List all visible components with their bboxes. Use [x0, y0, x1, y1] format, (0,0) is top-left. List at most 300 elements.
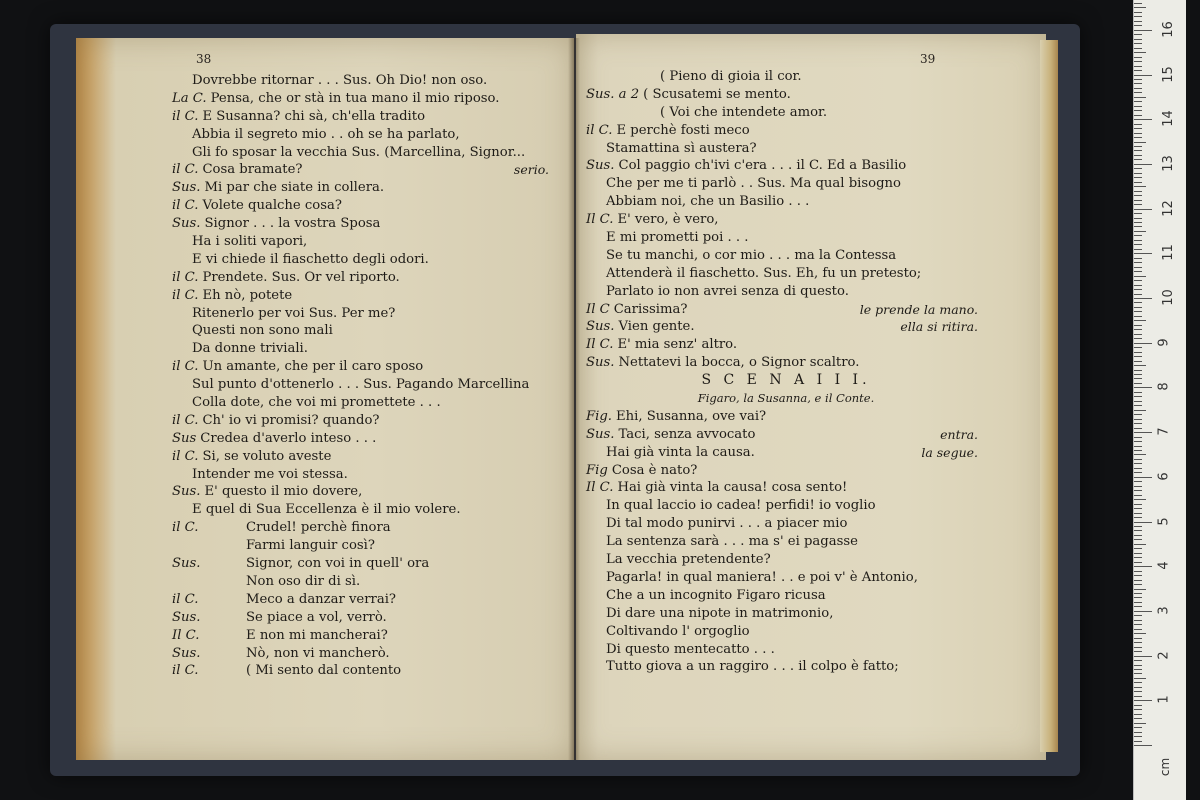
ruler-tick: [1134, 419, 1142, 420]
page-number-left: 38: [196, 52, 212, 66]
ruler-tick: [1134, 365, 1146, 366]
ruler-tick: [1134, 302, 1142, 303]
ruler-tick: [1134, 678, 1146, 679]
speaker-name: il C.: [172, 162, 199, 178]
text-line: [172, 233, 557, 251]
ruler-tick: [1134, 687, 1142, 688]
stage-direction: ella si ritira.: [900, 319, 978, 335]
ruler-tick: [1134, 92, 1142, 93]
ruler-tick: [1134, 137, 1142, 138]
text-line: [172, 555, 557, 573]
speaker-name: Sus.: [172, 609, 201, 625]
text-line: [586, 605, 986, 623]
line-text: Attenderà il fiaschetto. Sus. Eh, fu un pretesto;: [606, 265, 922, 281]
ruler-tick: [1134, 495, 1142, 496]
speaker-name: La C.: [172, 90, 207, 106]
ruler-tick: [1134, 75, 1152, 76]
speaker-name: il C.: [172, 520, 199, 536]
stage-direction: serio.: [513, 162, 549, 178]
ruler-tick: [1134, 741, 1142, 742]
ruler-tick: [1134, 231, 1146, 232]
ruler-tick: [1134, 584, 1142, 585]
ruler-tick: [1134, 146, 1142, 147]
ruler-tick: [1134, 517, 1142, 518]
ruler-tick: [1134, 142, 1146, 143]
ruler-tick: [1134, 615, 1142, 616]
ruler-tick: [1134, 638, 1142, 639]
ruler-tick: [1134, 629, 1142, 630]
line-text: Stamattina sì austera?: [606, 140, 757, 156]
text-line: [172, 126, 557, 144]
ruler-tick: [1134, 745, 1152, 746]
text-line: [172, 322, 557, 340]
text-line: [586, 658, 986, 676]
ruler-tick: [1134, 446, 1142, 447]
ruler-tick: [1134, 454, 1146, 455]
line-text: Hai già vinta la causa.: [606, 444, 755, 460]
line-text: ( Scusatemi se mento.: [643, 86, 791, 102]
line-text: Che a un incognito Figaro ricusa: [606, 587, 826, 603]
line-text: E vi chiede il fiaschetto degli odori.: [192, 251, 429, 267]
text-line: [586, 68, 986, 86]
line-text: Ritenerlo per voi Sus. Per me?: [192, 305, 396, 321]
line-text: Ehi, Susanna, ove vai?: [616, 408, 767, 424]
line-text: E' questo il mio dovere,: [204, 484, 363, 500]
line-text: Signor . . . la vostra Sposa: [204, 216, 381, 232]
text-line: [586, 175, 986, 193]
ruler-tick: [1134, 723, 1146, 724]
ruler-tick: [1134, 401, 1142, 402]
ruler-tick: [1134, 186, 1146, 187]
ruler-tick: [1134, 271, 1142, 272]
speaker-name: Sus: [172, 430, 197, 446]
speaker-name: Fig.: [586, 408, 613, 424]
ruler-tick: [1134, 12, 1142, 13]
text-line: [172, 108, 557, 126]
text-line: [172, 448, 557, 466]
speaker-name: il C.: [172, 591, 199, 607]
speaker-name: Sus.: [586, 319, 615, 335]
ruler-tick: [1134, 624, 1142, 625]
ruler-number: 10: [1160, 289, 1176, 306]
line-text: Questi non sono mali: [192, 323, 333, 339]
line-text: Pagarla! in qual maniera! . . e poi v' è Antonio,: [606, 569, 918, 585]
ruler-number: 6: [1156, 472, 1172, 481]
text-line: [586, 283, 986, 301]
ruler-tick: [1134, 338, 1142, 339]
text-line: [586, 426, 986, 444]
line-text: E mi prometti poi . . .: [606, 230, 749, 246]
ruler-tick: [1134, 557, 1142, 558]
ruler-tick: [1134, 276, 1146, 277]
text-line: [586, 229, 986, 247]
line-text: ( Voi che intendete amor.: [660, 104, 828, 120]
ruler-tick: [1134, 611, 1152, 612]
stage-direction: le prende la mano.: [859, 301, 978, 317]
text-line: [586, 408, 986, 426]
ruler-tick: [1134, 705, 1142, 706]
ruler-tick: [1134, 209, 1152, 210]
ruler-tick: [1134, 553, 1142, 554]
line-text: Parlato io non avrei senza di questo.: [606, 283, 849, 299]
ruler-tick: [1134, 182, 1142, 183]
text-line: [586, 336, 986, 354]
text-line: [586, 497, 986, 515]
line-text: Gli fo sposar la vecchia Sus. (Marcellina, Signor...: [192, 144, 526, 160]
speaker-name: Sus.: [586, 355, 615, 371]
ruler-tick: [1134, 204, 1142, 205]
ruler-tick: [1134, 602, 1142, 603]
line-text: Vien gente.: [618, 319, 695, 335]
ruler-tick: [1134, 329, 1142, 330]
line-text: Hai già vinta la causa! cosa sento!: [617, 480, 848, 496]
text-line: [172, 287, 557, 305]
line-text: Nò, non vi mancherò.: [246, 645, 390, 661]
text-line: [172, 412, 557, 430]
ruler-number: 3: [1156, 606, 1172, 615]
ruler-tick: [1134, 660, 1142, 661]
ruler-tick: [1134, 222, 1142, 223]
text-line: [172, 430, 557, 448]
text-line: [586, 318, 986, 336]
ruler-tick: [1134, 61, 1142, 62]
line-text: Pensa, che or stà in tua mano il mio riposo.: [210, 90, 500, 106]
ruler-tick: [1134, 544, 1146, 545]
ruler-tick: [1134, 101, 1142, 102]
ruler-tick: [1134, 696, 1142, 697]
ruler-tick: [1134, 450, 1142, 451]
ruler-number: 8: [1156, 382, 1172, 392]
ruler-tick: [1134, 356, 1142, 357]
text-line: [586, 211, 986, 229]
ruler-tick: [1134, 383, 1142, 384]
ruler-tick: [1134, 732, 1142, 733]
ruler-tick: [1134, 472, 1142, 473]
ruler-tick: [1134, 7, 1146, 8]
text-line: [586, 157, 986, 175]
ruler-tick: [1134, 352, 1142, 353]
right-page-text: [586, 68, 986, 676]
ruler-tick: [1134, 665, 1142, 666]
ruler-tick: [1134, 714, 1142, 715]
line-text: Eh nò, potete: [202, 287, 293, 303]
ruler-tick: [1134, 526, 1142, 527]
ruler-tick: [1134, 508, 1142, 509]
text-line: [172, 466, 557, 484]
line-text: S C E N A I I I.: [701, 372, 871, 389]
stage-direction: la segue.: [921, 444, 978, 460]
ruler-tick: [1134, 39, 1142, 40]
ruler-tick: [1134, 311, 1142, 312]
line-text: Se tu manchi, o cor mio . . . ma la Contessa: [606, 247, 897, 263]
text-line: [172, 215, 557, 233]
ruler-tick: [1134, 110, 1142, 111]
ruler-tick: [1134, 79, 1142, 80]
page-number-right: 39: [920, 52, 936, 66]
speaker-name: Sus.: [586, 426, 615, 442]
ruler-tick: [1134, 262, 1142, 263]
line-text: Abbia il segreto mio . . oh se ha parlato,: [192, 126, 460, 142]
ruler-tick: [1134, 499, 1146, 500]
ruler-tick: [1134, 226, 1142, 227]
ruler-tick: [1134, 294, 1142, 295]
text-line: [586, 104, 986, 122]
speaker-name: il C.: [172, 448, 199, 464]
ruler-tick: [1134, 298, 1152, 299]
line-text: La sentenza sarà . . . ma s' ei pagasse: [606, 534, 858, 550]
text-line: [586, 569, 986, 587]
text-line: [586, 122, 986, 140]
ruler-tick: [1134, 410, 1146, 411]
text-line: [172, 269, 557, 287]
line-text: E non mi mancherai?: [246, 627, 388, 643]
ruler-tick: [1134, 530, 1142, 531]
speaker-name: Il C.: [586, 337, 614, 353]
ruler-tick: [1134, 490, 1142, 491]
speaker-name: Il C: [586, 301, 610, 317]
speaker-name: il C.: [172, 663, 199, 679]
line-text: E quel di Sua Eccellenza è il mio volere.: [192, 502, 461, 518]
ruler-tick: [1134, 428, 1142, 429]
ruler-tick: [1134, 396, 1142, 397]
ruler-number: 16: [1160, 21, 1176, 38]
ruler-tick: [1134, 548, 1142, 549]
ruler-number: 12: [1160, 199, 1176, 217]
line-text: ( Pieno di gioia il cor.: [660, 69, 802, 84]
ruler-tick: [1134, 718, 1142, 719]
ruler-tick: [1134, 673, 1142, 674]
line-text: ( Mi sento dal contento: [246, 663, 402, 679]
ruler-number: 2: [1156, 650, 1172, 660]
line-text: Di tal modo punirvi . . . a piacer mio: [606, 516, 848, 532]
line-text: Figaro, la Susanna, e il Conte.: [697, 391, 875, 406]
line-text: In qual laccio io cadea! perfidi! io voglio: [606, 498, 876, 514]
ruler-tick: [1134, 432, 1152, 433]
ruler-number: 13: [1160, 155, 1176, 172]
ruler-tick: [1134, 593, 1142, 594]
ruler-tick: [1134, 320, 1146, 321]
line-text: Coltivando l' orgoglio: [606, 623, 750, 639]
left-page-text: [172, 72, 557, 680]
ruler-tick: [1134, 316, 1142, 317]
speaker-name: il C.: [172, 269, 199, 285]
ruler-tick: [1134, 589, 1146, 590]
text-line: [172, 537, 557, 555]
speaker-name: Sus.: [172, 484, 201, 500]
line-text: Da donne triviali.: [192, 341, 308, 357]
speaker-name: il C.: [586, 122, 613, 138]
line-text: Credea d'averlo inteso . . .: [200, 430, 377, 446]
ruler-tick: [1134, 571, 1142, 572]
ruler-tick: [1134, 392, 1142, 393]
ruler-tick: [1134, 244, 1142, 245]
line-text: Intender me voi stessa.: [192, 466, 348, 482]
ruler-tick: [1134, 651, 1142, 652]
text-line: [586, 479, 986, 497]
ruler-tick: [1134, 128, 1142, 129]
speaker-name: Il C.: [172, 627, 200, 643]
ruler-tick: [1134, 249, 1142, 250]
ruler-tick: [1134, 437, 1142, 438]
text-line: [172, 251, 557, 269]
line-text: Cosa è nato?: [611, 462, 698, 478]
ruler-tick: [1134, 682, 1142, 683]
text-line: [172, 627, 557, 645]
line-text: Di questo mentecatto . . .: [606, 641, 775, 657]
text-line: [172, 72, 557, 90]
ruler-tick: [1134, 656, 1152, 657]
book-gutter: [568, 38, 580, 760]
speaker-name: Sus.: [172, 216, 201, 232]
ruler-tick: [1134, 177, 1142, 178]
ruler-tick: [1134, 378, 1142, 379]
line-text: Cosa bramate?: [202, 162, 303, 178]
speaker-name: il C.: [172, 287, 199, 303]
speaker-name: il C.: [172, 412, 199, 428]
line-text: Colla dote, che voi mi promettete . . .: [192, 395, 441, 411]
text-line: [586, 301, 986, 319]
speaker-name: Fig: [586, 462, 608, 478]
text-line: [586, 444, 986, 462]
speaker-name: Sus.: [172, 180, 201, 196]
ruler-tick: [1134, 66, 1142, 67]
speaker-name: Sus.: [586, 158, 615, 174]
ruler-tick: [1134, 267, 1142, 268]
line-text: La vecchia pretendente?: [606, 552, 771, 568]
text-line: [586, 533, 986, 551]
ruler-tick: [1134, 580, 1142, 581]
text-line: [172, 161, 557, 179]
line-text: Un amante, che per il caro sposo: [202, 359, 424, 375]
ruler-number: 14: [1160, 110, 1176, 127]
line-text: Se piace a vol, verrò.: [246, 609, 387, 625]
text-line: [586, 140, 986, 158]
ruler-tick: [1134, 700, 1152, 701]
ruler-tick: [1134, 736, 1142, 737]
ruler-tick: [1134, 285, 1142, 286]
text-line: [172, 394, 557, 412]
text-line: [586, 86, 986, 104]
line-text: Col paggio ch'ivi c'era . . . il C. Ed a Basilio: [618, 158, 907, 174]
speaker-name: Il C.: [586, 212, 614, 228]
text-line: [172, 501, 557, 519]
speaker-name: il C.: [172, 198, 199, 214]
text-line: [172, 340, 557, 358]
ruler-tick: [1134, 486, 1142, 487]
text-line: [586, 551, 986, 569]
ruler-tick: [1134, 347, 1142, 348]
ruler-tick: [1134, 374, 1142, 375]
text-line: [172, 144, 557, 162]
ruler-tick: [1134, 441, 1142, 442]
ruler-tick: [1134, 200, 1142, 201]
line-text: E perchè fosti meco: [616, 122, 750, 138]
line-text: Ha i soliti vapori,: [192, 234, 308, 250]
line-text: Di dare una nipote in matrimonio,: [606, 605, 834, 621]
ruler-tick: [1134, 88, 1142, 89]
ruler-tick: [1134, 481, 1142, 482]
speaker-name: il C.: [172, 359, 199, 375]
text-line: [586, 193, 986, 211]
ruler-tick: [1134, 727, 1142, 728]
text-line: [172, 483, 557, 501]
ruler-number: 1: [1156, 695, 1172, 704]
page-edge: [1040, 40, 1058, 752]
text-line: [586, 265, 986, 283]
ruler-tick: [1134, 43, 1142, 44]
line-text: Che per me ti parlò . . Sus. Ma qual bisogno: [606, 176, 901, 192]
ruler-tick: [1134, 235, 1142, 236]
ruler-tick: [1134, 34, 1142, 35]
line-text: Meco a danzar verrai?: [246, 591, 396, 607]
ruler-tick: [1134, 240, 1142, 241]
text-line: [586, 372, 986, 390]
speaker-name: il C.: [172, 108, 199, 124]
ruler-tick: [1134, 213, 1142, 214]
ruler-tick: [1134, 562, 1142, 563]
ruler-tick: [1134, 343, 1152, 344]
ruler-tick: [1134, 423, 1142, 424]
ruler-tick: [1134, 52, 1146, 53]
ruler-tick: [1134, 405, 1142, 406]
line-text: Taci, senza avvocato: [618, 426, 756, 442]
ruler-tick: [1134, 414, 1142, 415]
ruler-tick: [1134, 361, 1142, 362]
ruler-tick: [1134, 477, 1152, 478]
ruler-tick: [1134, 3, 1142, 4]
ruler-tick: [1134, 159, 1142, 160]
ruler-number: 15: [1160, 65, 1176, 83]
ruler-tick: [1134, 155, 1142, 156]
ruler-tick: [1134, 504, 1142, 505]
text-line: [172, 305, 557, 323]
text-line: [172, 645, 557, 663]
speaker-name: Sus.: [172, 645, 201, 661]
ruler-tick: [1134, 468, 1142, 469]
line-text: Signor, con voi in quell' ora: [246, 556, 430, 572]
ruler-unit: cm: [1158, 757, 1173, 777]
ruler-tick: [1134, 83, 1142, 84]
line-text: Nettatevi la bocca, o Signor scaltro.: [618, 355, 860, 371]
ruler-tick: [1134, 539, 1142, 540]
ruler-tick: [1134, 566, 1152, 567]
ruler-tick: [1134, 597, 1142, 598]
text-line: [172, 179, 557, 197]
ruler-tick: [1134, 150, 1142, 151]
ruler-tick: [1134, 253, 1152, 254]
line-text: Prendete. Sus. Or vel riporto.: [202, 269, 400, 285]
text-line: [586, 641, 986, 659]
ruler-tick: [1134, 124, 1142, 125]
line-text: Sul punto d'ottenerlo . . . Sus. Pagando Marcellina: [192, 377, 530, 393]
ruler-tick: [1134, 633, 1146, 634]
text-line: [172, 609, 557, 627]
ruler-tick: [1134, 115, 1142, 116]
line-text: Mi par che siate in collera.: [204, 180, 385, 196]
ruler-tick: [1134, 168, 1142, 169]
text-line: [172, 662, 557, 680]
text-line: [586, 390, 986, 408]
ruler-tick: [1134, 691, 1142, 692]
ruler-tick: [1134, 97, 1146, 98]
ruler-tick: [1134, 513, 1142, 514]
ruler-number: 11: [1160, 244, 1176, 262]
ruler-tick: [1134, 106, 1142, 107]
ruler-tick: [1134, 334, 1142, 335]
ruler-tick: [1134, 25, 1142, 26]
ruler-tick: [1134, 48, 1142, 49]
line-text: Si, se voluto aveste: [202, 448, 332, 464]
